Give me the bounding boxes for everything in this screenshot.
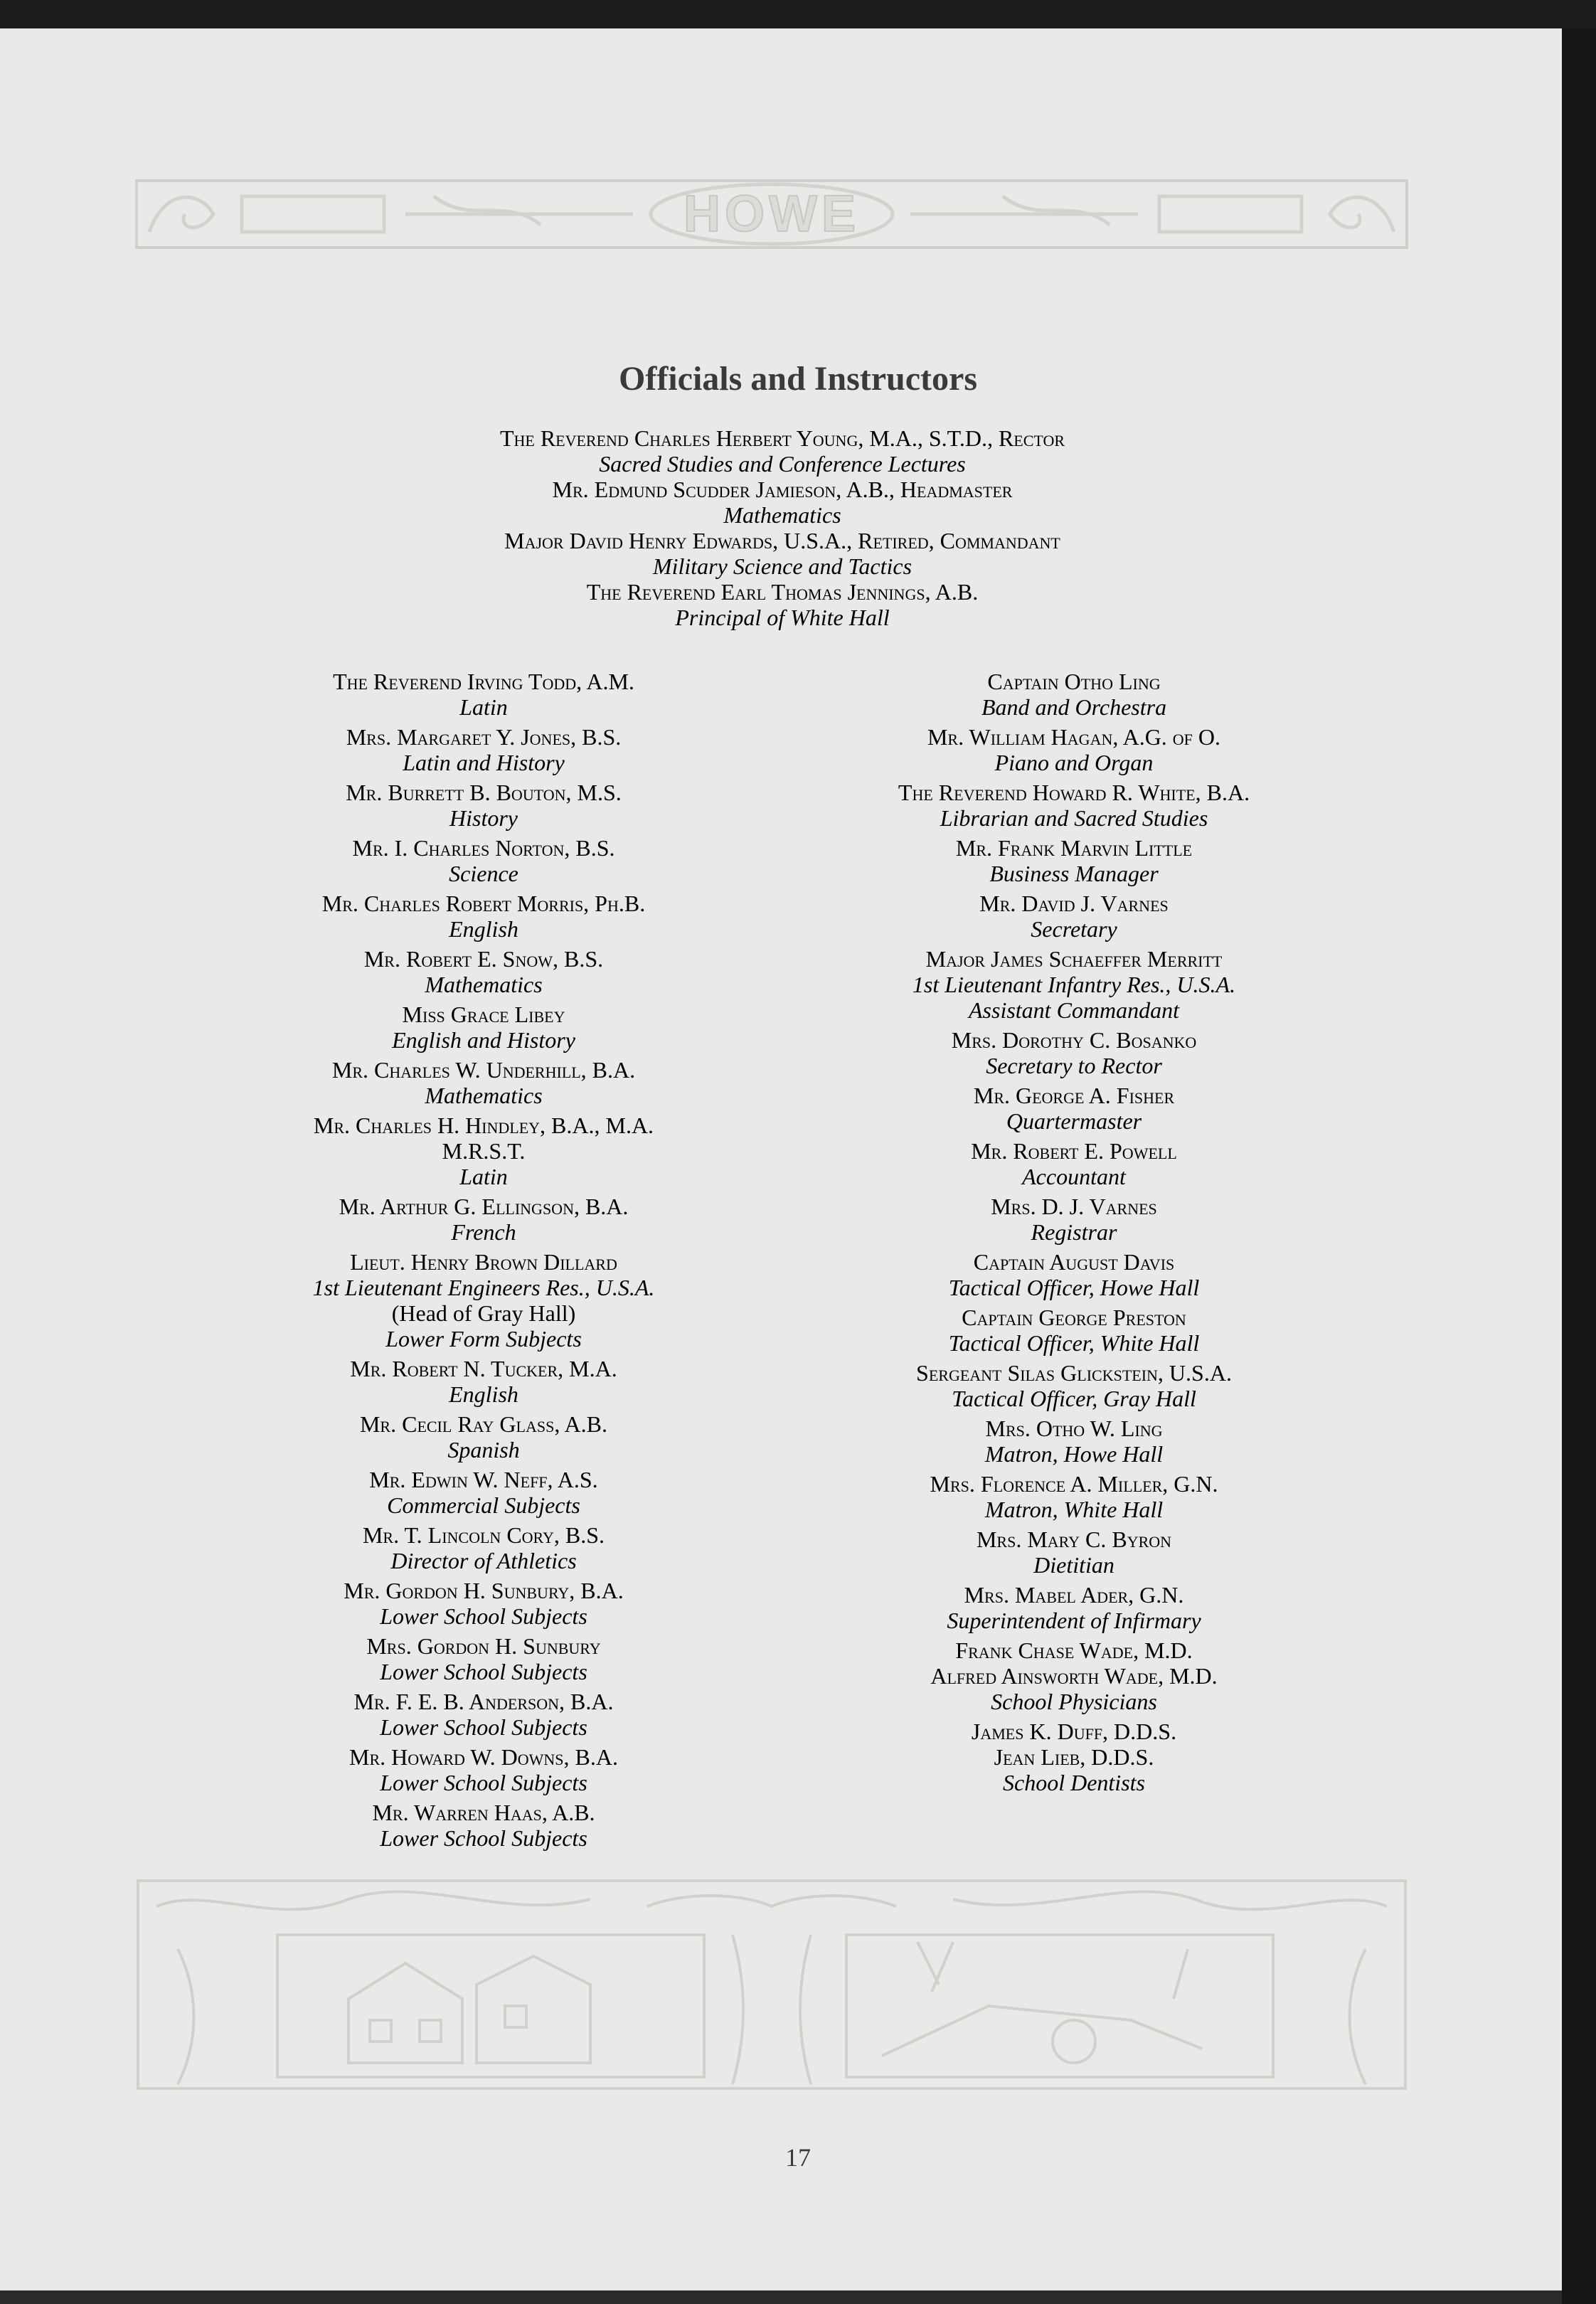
staff-entry	[199, 1002, 768, 1053]
staff-name: Mr. Robert E. Powell	[971, 1138, 1177, 1164]
staff-name: Mrs. Gordon H. Sunbury	[366, 1633, 601, 1659]
staff-entry	[199, 780, 768, 831]
staff-entry	[199, 835, 768, 886]
staff-name: Mr. Charles H. Hindley, B.A., M.A.	[313, 1113, 654, 1138]
staff-role: 1st Lieutenant Engineers Res., U.S.A.	[312, 1275, 655, 1300]
instructors-right-column	[754, 669, 1394, 1800]
staff-role: English	[449, 916, 518, 942]
staff-name: Mr. F. E. B. Anderson, B.A.	[353, 1689, 614, 1714]
staff-entry	[199, 891, 768, 942]
staff-role: Lower School Subjects	[380, 1603, 587, 1629]
staff-entry	[754, 835, 1394, 886]
staff-name: Mr. Edwin W. Neff, A.S.	[369, 1467, 598, 1492]
staff-name: Mr. Robert N. Tucker, M.A.	[350, 1356, 617, 1381]
official-subject: Military Science and Tactics	[652, 553, 913, 579]
official-subject: Sacred Studies and Conference Lectures	[599, 451, 966, 477]
staff-entry	[199, 669, 768, 720]
staff-name: Mr. William Hagan, A.G. of O.	[927, 724, 1221, 750]
staff-entry	[754, 669, 1394, 720]
staff-name: Mrs. D. J. Varnes	[991, 1194, 1157, 1219]
staff-role: Latin	[459, 1164, 508, 1189]
staff-entry	[199, 1578, 768, 1629]
staff-name: The Reverend Howard R. White, B.A.	[898, 780, 1250, 805]
staff-name: Alfred Ainsworth Wade, M.D.	[930, 1663, 1218, 1689]
staff-role: Lower School Subjects	[380, 1770, 587, 1795]
staff-entry	[754, 1194, 1394, 1245]
staff-name: Frank Chase Wade, M.D.	[955, 1637, 1193, 1663]
staff-entry	[199, 724, 768, 775]
staff-entry	[199, 1057, 768, 1108]
staff-entry	[754, 1138, 1394, 1189]
staff-entry	[754, 1582, 1394, 1633]
staff-role: Business Manager	[989, 861, 1159, 886]
staff-entry	[754, 724, 1394, 775]
staff-role: Secretary	[1031, 916, 1117, 942]
staff-entry	[754, 1305, 1394, 1356]
staff-name: Mrs. Otho W. Ling	[985, 1416, 1163, 1441]
staff-role: Lower School Subjects	[380, 1659, 587, 1684]
staff-entry	[754, 891, 1394, 942]
staff-name: Captain August Davis	[973, 1249, 1175, 1275]
staff-entry	[199, 1522, 768, 1573]
official-subject: Principal of White Hall	[675, 605, 890, 630]
staff-entry	[754, 1416, 1394, 1467]
staff-entry	[754, 1083, 1394, 1134]
staff-entry	[754, 1249, 1394, 1300]
staff-entry	[199, 1113, 768, 1189]
staff-role: Assistant Commandant	[968, 997, 1180, 1023]
staff-role: Director of Athletics	[390, 1548, 577, 1573]
staff-entry	[199, 1689, 768, 1740]
staff-role: English and History	[392, 1027, 575, 1053]
staff-name: The Reverend Irving Todd, A.M.	[333, 669, 634, 694]
staff-name: Mr. Arthur G. Ellingson, B.A.	[339, 1194, 629, 1219]
staff-name: Mrs. Florence A. Miller, G.N.	[930, 1471, 1218, 1497]
staff-name: Sergeant Silas Glickstein, U.S.A.	[916, 1360, 1232, 1386]
staff-role: Mathematics	[425, 1083, 543, 1108]
official-subject: Mathematics	[723, 502, 841, 528]
page-edge-shadow-bottom	[0, 2290, 1562, 2304]
staff-name: Mrs. Margaret Y. Jones, B.S.	[346, 724, 622, 750]
staff-name: Captain George Preston	[962, 1305, 1186, 1330]
official-name: Major David Henry Edwards, U.S.A., Retired, Commandant	[504, 528, 1060, 553]
official-name: The Reverend Charles Herbert Young, M.A., S.T.D., Rector	[499, 425, 1065, 451]
staff-name: Mr. T. Lincoln Cory, B.S.	[362, 1522, 605, 1548]
staff-role: Mathematics	[425, 972, 543, 997]
staff-role: Piano and Organ	[994, 750, 1154, 775]
staff-entry	[754, 946, 1394, 1023]
instructors-left-column	[199, 669, 768, 1855]
staff-role: Lower Form Subjects	[385, 1326, 582, 1352]
staff-role: Superintendent of Infirmary	[947, 1608, 1201, 1633]
officials-list	[213, 425, 1351, 630]
staff-role: School Dentists	[1003, 1770, 1145, 1795]
staff-name: Jean Lieb, D.D.S.	[994, 1744, 1154, 1770]
staff-entry	[199, 1467, 768, 1518]
staff-entry	[754, 1527, 1394, 1578]
staff-role: Accountant	[1022, 1164, 1126, 1189]
staff-role: Tactical Officer, White Hall	[948, 1330, 1200, 1356]
staff-entry	[199, 946, 768, 997]
staff-role: Latin	[459, 694, 508, 720]
official-name: The Reverend Earl Thomas Jennings, A.B.	[586, 579, 979, 605]
staff-entry	[199, 1356, 768, 1407]
official-name: Mr. Edmund Scudder Jamieson, A.B., Headmaster	[552, 477, 1013, 502]
staff-role: Quartermaster	[1006, 1108, 1142, 1134]
staff-role: 1st Lieutenant Infantry Res., U.S.A.	[912, 972, 1236, 997]
staff-name: M.R.S.T.	[442, 1138, 526, 1164]
staff-name: Mr. Cecil Ray Glass, A.B.	[359, 1411, 608, 1437]
staff-role: Science	[449, 861, 518, 886]
staff-name: Mr. Robert E. Snow, B.S.	[363, 946, 604, 972]
staff-entry	[199, 1411, 768, 1462]
staff-role: Spanish	[447, 1437, 520, 1462]
staff-entry	[199, 1744, 768, 1795]
staff-role: Latin and History	[403, 750, 565, 775]
staff-role: Lower School Subjects	[380, 1714, 587, 1740]
staff-entry	[754, 1719, 1394, 1795]
staff-name: Mr. Howard W. Downs, B.A.	[349, 1744, 618, 1770]
footer-illustration	[135, 1878, 1408, 2091]
staff-role: Tactical Officer, Howe Hall	[948, 1275, 1200, 1300]
staff-name: Mr. David J. Varnes	[979, 891, 1169, 916]
staff-role: Secretary to Rector	[986, 1053, 1162, 1078]
staff-role: Commercial Subjects	[387, 1492, 580, 1518]
staff-name: Mr. George A. Fisher	[973, 1083, 1175, 1108]
staff-entry	[199, 1249, 768, 1352]
banner-word: HOWE	[683, 186, 860, 243]
staff-name: Lieut. Henry Brown Dillard	[350, 1249, 617, 1275]
page-number: 17	[785, 2143, 811, 2172]
staff-entry	[754, 1637, 1394, 1714]
staff-role: Registrar	[1031, 1219, 1117, 1245]
staff-entry	[754, 1027, 1394, 1078]
staff-entry	[754, 780, 1394, 831]
staff-note: (Head of Gray Hall)	[391, 1300, 576, 1326]
staff-role: Lower School Subjects	[380, 1825, 587, 1851]
staff-entry	[754, 1471, 1394, 1522]
staff-role: Matron, White Hall	[984, 1497, 1164, 1522]
staff-name: Mr. Charles W. Underhill, B.A.	[331, 1057, 636, 1083]
staff-name: James K. Duff, D.D.S.	[971, 1719, 1177, 1744]
staff-entry	[199, 1800, 768, 1851]
staff-role: French	[451, 1219, 516, 1245]
staff-role: School Physicians	[991, 1689, 1157, 1714]
staff-name: Mr. I. Charles Norton, B.S.	[352, 835, 615, 861]
staff-role: History	[449, 805, 518, 831]
staff-name: Miss Grace Libey	[402, 1002, 565, 1027]
header-banner	[135, 175, 1408, 253]
staff-name: Mr. Gordon H. Sunbury, B.A.	[344, 1578, 624, 1603]
staff-name: Mrs. Mary C. Byron	[976, 1527, 1172, 1552]
staff-entry	[754, 1360, 1394, 1411]
staff-name: Major James Schaeffer Merritt	[925, 946, 1223, 972]
staff-role: Dietitian	[1033, 1552, 1114, 1578]
staff-role: Tactical Officer, Gray Hall	[952, 1386, 1196, 1411]
staff-entry	[199, 1633, 768, 1684]
page-title: Officials and Instructors	[619, 360, 977, 398]
staff-role: Band and Orchestra	[981, 694, 1167, 720]
staff-name: Mrs. Dorothy C. Bosanko	[951, 1027, 1197, 1053]
staff-name: Mr. Frank Marvin Little	[955, 835, 1193, 861]
staff-name: Mr. Burrett B. Bouton, M.S.	[346, 780, 622, 805]
staff-role: Librarian and Sacred Studies	[940, 805, 1208, 831]
staff-name: Mr. Charles Robert Morris, Ph.B.	[321, 891, 646, 916]
campus-scene-icon	[135, 1878, 1408, 2091]
staff-role: Matron, Howe Hall	[984, 1441, 1164, 1467]
staff-entry	[199, 1194, 768, 1245]
staff-role: English	[449, 1381, 518, 1407]
staff-name: Captain Otho Ling	[987, 669, 1161, 694]
staff-name: Mrs. Mabel Ader, G.N.	[964, 1582, 1184, 1608]
staff-name: Mr. Warren Haas, A.B.	[372, 1800, 595, 1825]
